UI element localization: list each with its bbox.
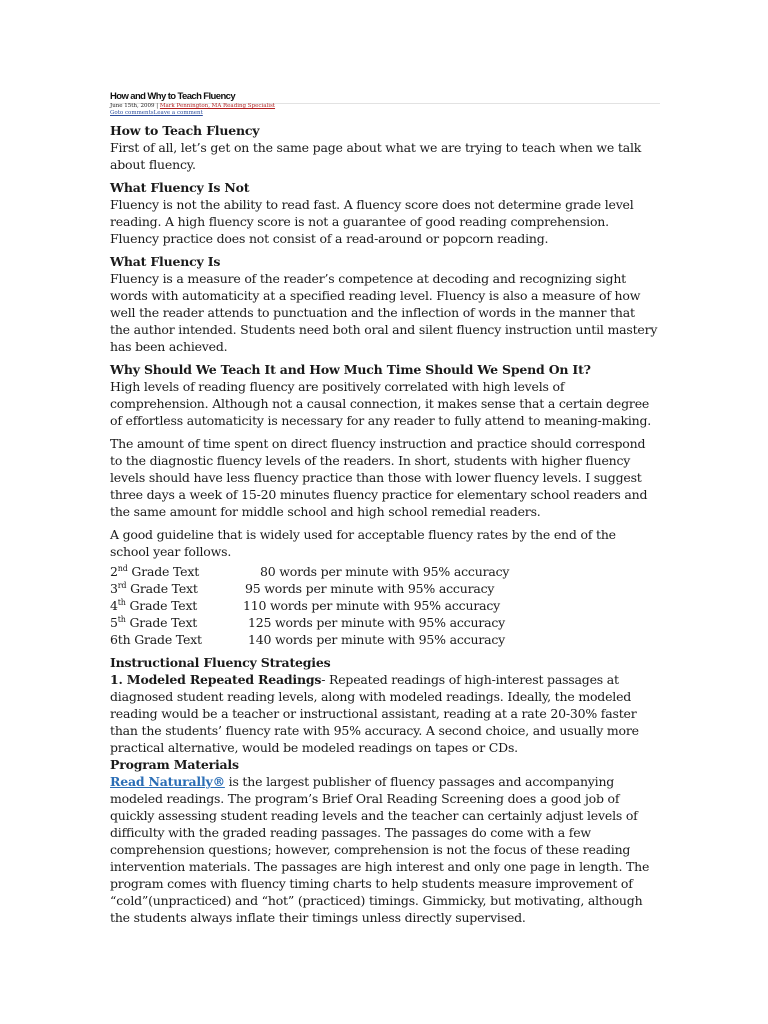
fluency-rate: 125 words per minute with 95% accuracy (248, 615, 506, 630)
paragraph-guideline: A good guideline that is widely used for acceptable fluency rates by the end of the school year follows. (110, 527, 616, 559)
heading-how-to-teach: How to Teach Fluency (110, 123, 260, 138)
post-meta (110, 103, 660, 117)
paragraph-read-naturally: Read Naturally® is the largest publisher of fluency passages and accompanying modeled readings. The program’s Brief Oral Reading Screening does a good job of quickly assessing student reading levels and the teacher can certainly adjust levels of difficulty with the graded reading passages. The passages do come with a few comprehension questions; however, comprehension is not the focus of these reading intervention materials. The passages are high interest and only one page in length. The program comes with fluency timing charts to help students measure improvement of “cold”(unpracticed) and “hot” (practiced) timings. Gimmicky, but motivating, although the students always inflate their timings unless directly supervised. (110, 774, 650, 925)
fluency-row-2nd (110, 563, 658, 580)
fluency-rate: 95 words per minute with 95% accuracy (245, 581, 495, 596)
grade-label: 4th Grade Text (110, 597, 198, 613)
article-body (110, 122, 658, 926)
grade-label: 5th Grade Text (110, 614, 198, 630)
heading-what-not: What Fluency Is Not (110, 180, 250, 195)
grade-label: 2nd Grade Text (110, 563, 200, 579)
leave-comment-link[interactable]: Leave a comment (153, 110, 203, 116)
fluency-rate: 80 words per minute with 95% accuracy (260, 564, 510, 579)
fluency-rate: 140 words per minute with 95% accuracy (248, 632, 506, 647)
heading-why: Why Should We Teach It and How Much Time Should We Spend On It? (110, 362, 591, 377)
heading-what-is: What Fluency Is (110, 254, 221, 269)
paragraph-strategy-1: 1. Modeled Repeated Readings- Repeated readings of high-interest passages at diagnosed student reading levels, along with modeled readings. Ideally, the modeled reading would be a teacher or instructional assistant, reading at a rate 20-30% faster than the students’ fluency rate with 95% accuracy. A second choice, and usually more practical alternative, would be modeled readings on tapes or CDs. (110, 672, 639, 755)
fluency-row-4th (110, 597, 658, 614)
goto-comments-link[interactable]: Goto comments (110, 110, 154, 116)
post-date: June 15th, 2009 | (110, 103, 159, 109)
grade-label: 3rd Grade Text (110, 580, 198, 596)
paragraph-intro: First of all, let’s get on the same page about what we are trying to teach when we talk about fluency. (110, 140, 642, 172)
grade-label: 6th Grade Text (110, 632, 202, 647)
post-title: How and Why to Teach Fluency (110, 91, 236, 102)
paragraph-why-1: High levels of reading fluency are positively correlated with high levels of comprehension. Although not a causal connection, it makes sense that a certain degree of effortless automaticity is necessary for any reader to fully attend to meaning-making. (110, 379, 652, 428)
fluency-row-6th (110, 631, 658, 648)
heading-strategies: Instructional Fluency Strategies (110, 655, 331, 670)
paragraph-why-2: The amount of time spent on direct fluency instruction and practice should correspond to the diagnostic fluency levels of the readers. In short, students with higher fluency levels should have less fluency practice than those with lower fluency levels. I suggest three days a week of 15-20 minutes fluency practice for elementary school readers and the same amount for middle school and high school remedial readers. (110, 436, 648, 519)
paragraph-what-is: Fluency is a measure of the reader’s competence at decoding and recognizing sight words with automaticity at a specified reading level. Fluency is also a measure of how well the reader attends to punctuation and the inflection of words in the manner that the author intended. Students need both oral and silent fluency instruction until mastery has been achieved. (110, 271, 658, 354)
fluency-row-5th (110, 614, 658, 631)
author-link[interactable]: Mark Pennington, MA Reading Specialist (159, 103, 276, 109)
fluency-rate: 110 words per minute with 95% accuracy (243, 598, 501, 613)
heading-program-materials: Program Materials (110, 757, 239, 772)
strategy-1-title: 1. Modeled Repeated Readings (110, 672, 322, 687)
fluency-rate-table (110, 563, 658, 648)
paragraph-what-not: Fluency is not the ability to read fast. A fluency score does not determine grade level reading. A high fluency score is not a guarantee of good reading comprehension. Fluency practice does not consist of a read-around or popcorn reading. (110, 197, 634, 246)
fluency-row-3rd (110, 580, 658, 597)
read-naturally-link[interactable]: Read Naturally® (110, 774, 225, 789)
